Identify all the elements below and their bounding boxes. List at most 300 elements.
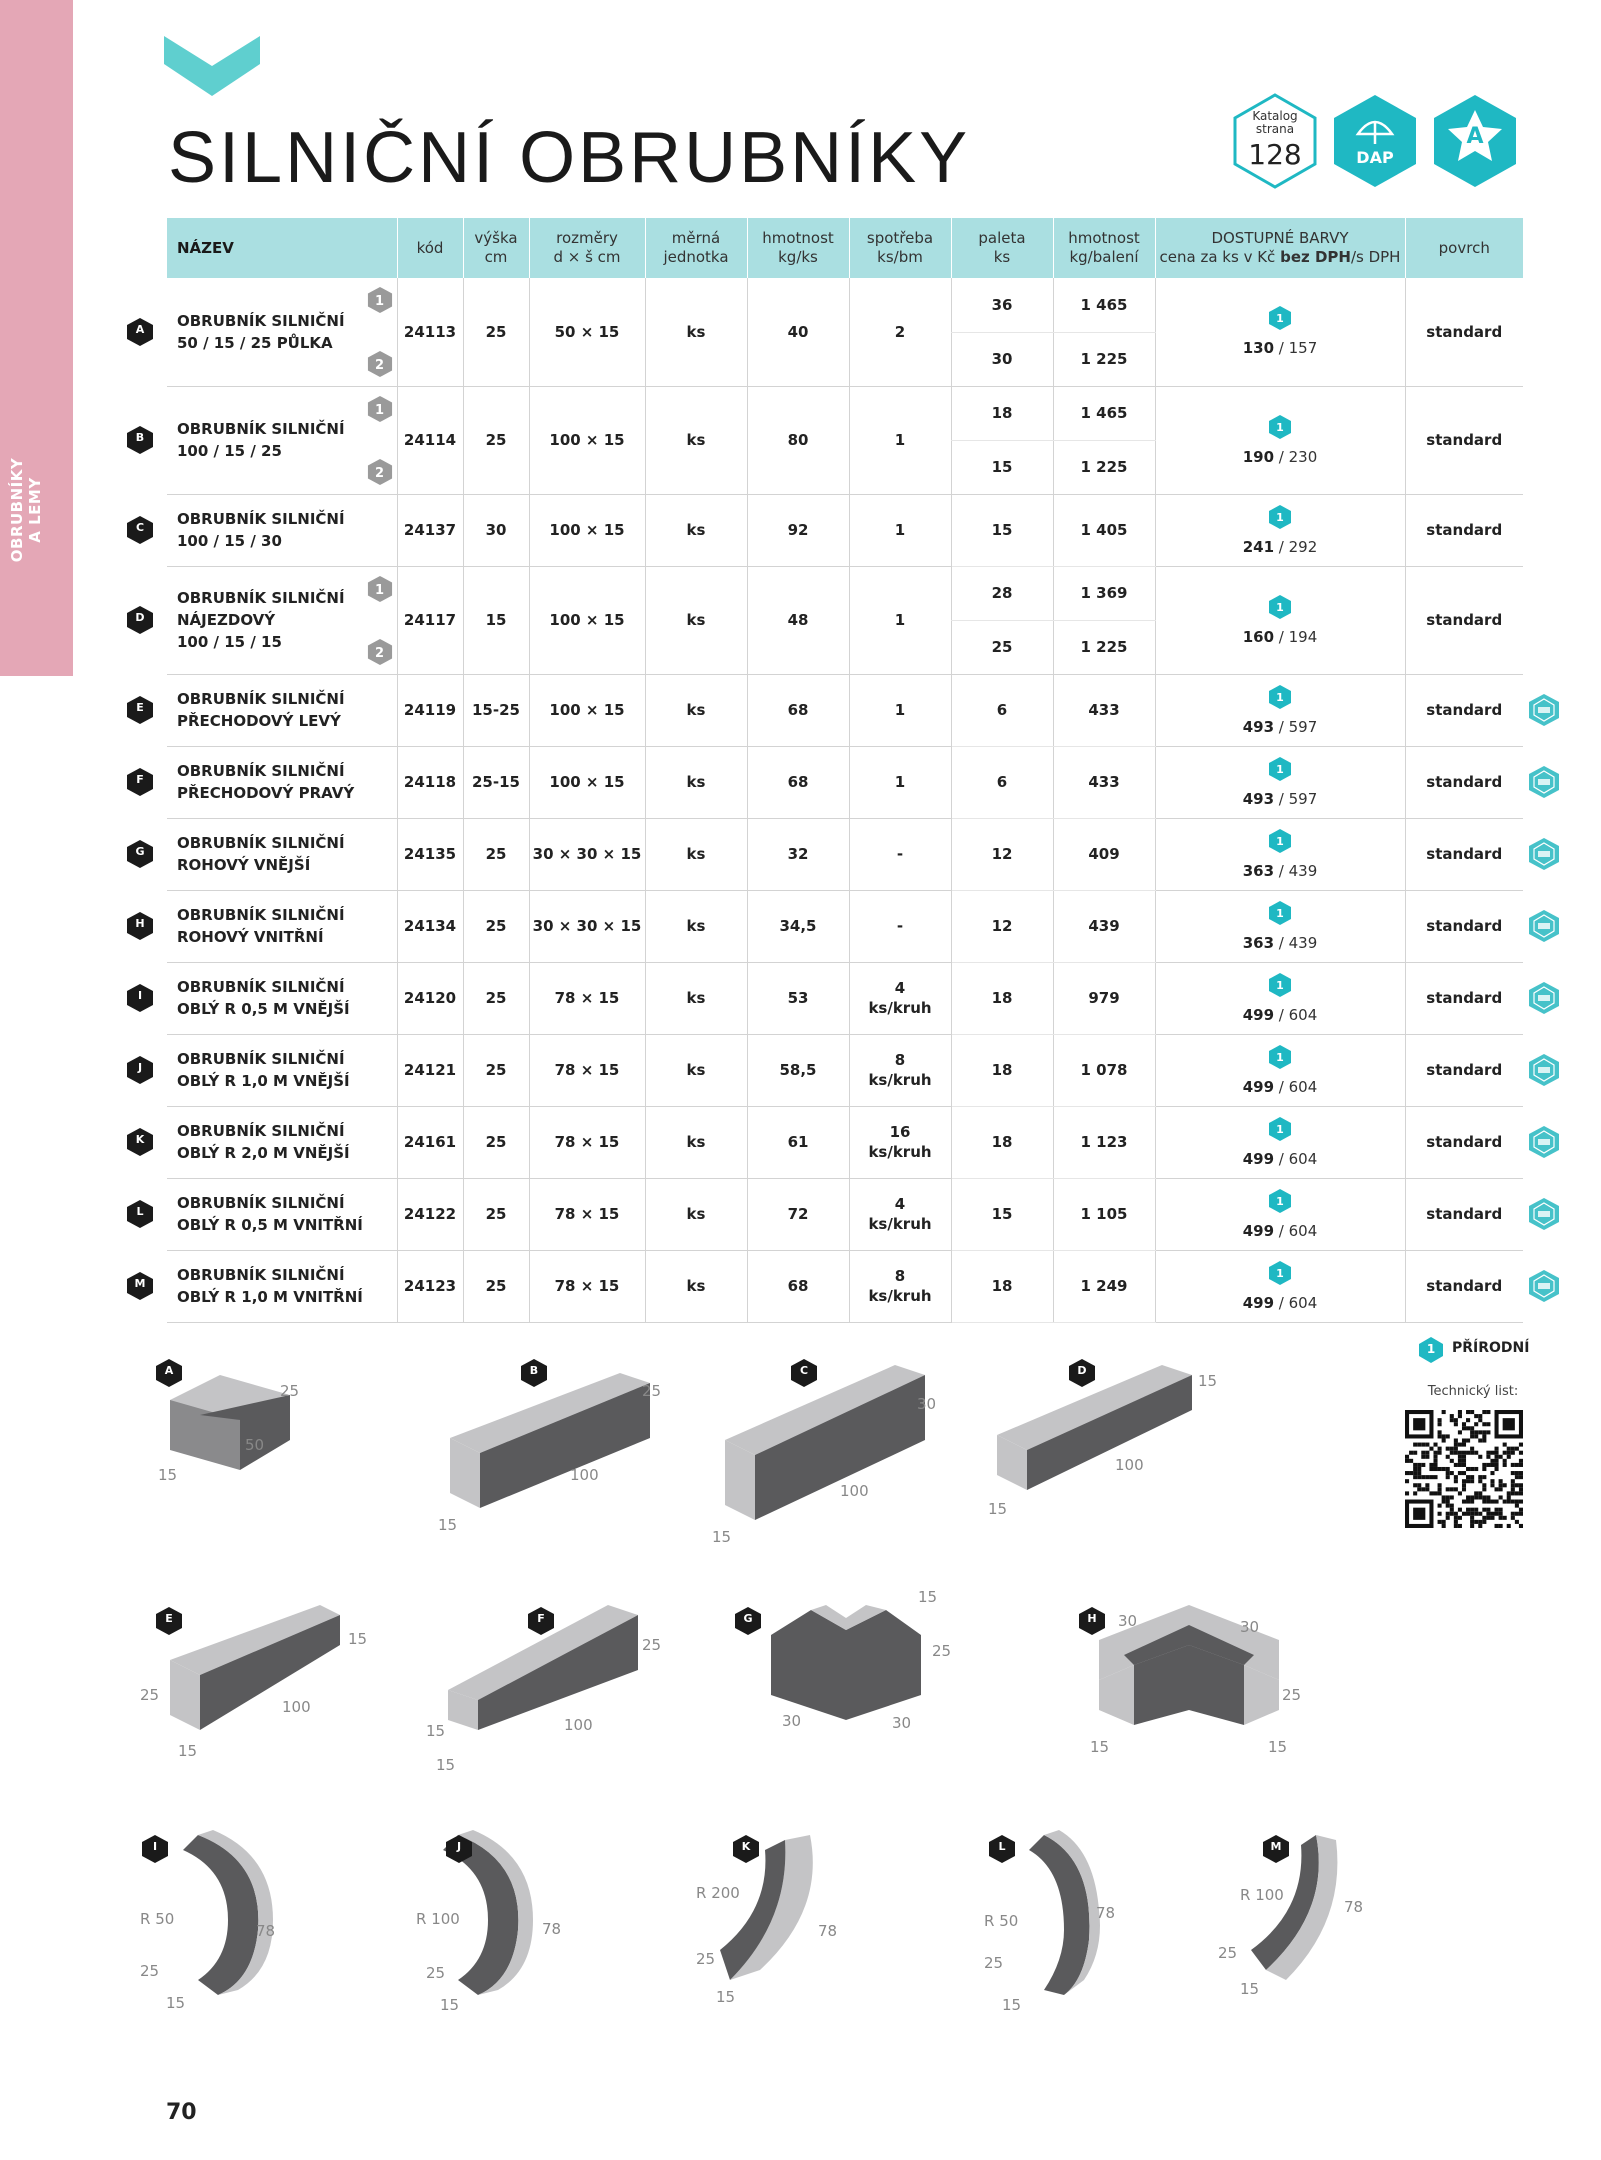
table-row — [167, 278, 1523, 332]
dimension-label: 25 — [140, 1962, 160, 1980]
product-code: 24118 — [397, 746, 463, 818]
dimension-label: 78 — [542, 1920, 562, 1938]
product-dims: 100 × 15 — [529, 494, 645, 566]
product-weight: 40 — [747, 278, 849, 386]
product-unit: ks — [645, 566, 747, 674]
product-name: OBRUBNÍK SILNIČNÍ ROHOVÝ VNĚJŠÍ — [167, 818, 397, 890]
product-unit: ks — [645, 1178, 747, 1250]
product-surface: standard — [1405, 1106, 1523, 1178]
dimension-label: 15 — [158, 1466, 178, 1484]
svg-text:1: 1 — [1276, 978, 1284, 992]
product-surface: standard — [1405, 494, 1523, 566]
image-letter-icon: A — [155, 1358, 183, 1388]
color-1-icon — [1268, 594, 1292, 620]
section-side-label: OBRUBNÍKY A LEMY — [8, 457, 44, 563]
pallet-qty: 18 — [951, 1250, 1053, 1322]
dimension-label: 25 — [1282, 1686, 1302, 1704]
pallet-qty: 15 — [951, 1178, 1053, 1250]
pack-weight: 1 225 — [1053, 620, 1155, 674]
svg-text:1: 1 — [1276, 690, 1284, 704]
table-row — [167, 1034, 1523, 1106]
product-name: OBRUBNÍK SILNIČNÍ OBLÝ R 2,0 M VNĚJŠÍ — [167, 1106, 397, 1178]
pack-weight: 433 — [1053, 746, 1155, 818]
page-title: SILNIČNÍ OBRUBNÍKY — [168, 118, 971, 198]
product-unit: ks — [645, 962, 747, 1034]
header-name: NÁZEV — [167, 218, 397, 278]
product-dims: 78 × 15 — [529, 1178, 645, 1250]
product-surface: standard — [1405, 386, 1523, 494]
dimension-label: 15 — [712, 1528, 732, 1546]
color-1-icon — [1268, 1044, 1292, 1070]
product-name: OBRUBNÍK SILNIČNÍ OBLÝ R 0,5 M VNITŘNÍ — [167, 1178, 397, 1250]
table-header-row — [167, 218, 1523, 278]
dimension-label: 15 — [348, 1630, 368, 1648]
product-unit: ks — [645, 818, 747, 890]
product-height: 25 — [463, 1106, 529, 1178]
dimension-label: 100 — [840, 1482, 869, 1500]
product-height: 25-15 — [463, 746, 529, 818]
product-surface: standard — [1405, 278, 1523, 386]
product-unit: ks — [645, 1034, 747, 1106]
product-code: 24119 — [397, 674, 463, 746]
svg-text:1: 1 — [1276, 420, 1284, 434]
pack-weight: 439 — [1053, 890, 1155, 962]
color-1-icon — [1268, 305, 1292, 331]
image-letter-icon: E — [155, 1606, 183, 1636]
product-weight: 92 — [747, 494, 849, 566]
dimension-label: 100 — [570, 1466, 599, 1484]
dimension-label: 78 — [1344, 1898, 1364, 1916]
product-height: 30 — [463, 494, 529, 566]
pack-weight: 1 369 — [1053, 566, 1155, 620]
product-surface: standard — [1405, 1178, 1523, 1250]
color-1-icon — [1268, 1260, 1292, 1286]
dimension-label: 100 — [1115, 1456, 1144, 1474]
svg-text:1: 1 — [1276, 1050, 1284, 1064]
variant-1-icon: 1 — [367, 575, 393, 603]
product-image-k — [700, 1830, 830, 1990]
color-1-icon — [1268, 756, 1292, 782]
product-unit: ks — [645, 278, 747, 386]
dimension-label: 15 — [440, 1996, 460, 2014]
available-colors — [1155, 818, 1405, 890]
dimension-label: R 50 — [984, 1912, 1019, 1930]
pallet-qty: 6 — [951, 746, 1053, 818]
pallet-qty: 12 — [951, 818, 1053, 890]
product-code: 24135 — [397, 818, 463, 890]
dimension-label: 15 — [988, 1500, 1008, 1518]
chevron-logo-icon — [164, 36, 260, 98]
pallet-qty: 12 — [951, 890, 1053, 962]
row-letter-icon: A — [126, 317, 154, 347]
product-code: 24121 — [397, 1034, 463, 1106]
product-surface: standard — [1405, 1250, 1523, 1322]
pallet-qty: 28 — [951, 566, 1053, 620]
color-1-icon — [1268, 828, 1292, 854]
pack-weight: 1 123 — [1053, 1106, 1155, 1178]
variant-2-icon: 2 — [367, 638, 393, 666]
product-unit: ks — [645, 890, 747, 962]
color-1-icon — [1268, 900, 1292, 926]
product-usage: - — [849, 818, 951, 890]
svg-text:1: 1 — [1276, 906, 1284, 920]
row-letter-icon: C — [126, 515, 154, 545]
certification-seal-icon — [1528, 909, 1560, 943]
image-letter-icon: G — [734, 1606, 762, 1636]
product-weight: 68 — [747, 1250, 849, 1322]
header-colors: DOSTUPNÉ BARVY cena za ks v Kč bez DPH/s DPH — [1155, 218, 1405, 278]
product-weight: 53 — [747, 962, 849, 1034]
product-dims: 78 × 15 — [529, 1250, 645, 1322]
header-weight: hmotnost kg/ks — [747, 218, 849, 278]
price: 499 / 604 — [1242, 1293, 1318, 1312]
dimension-label: 100 — [564, 1716, 593, 1734]
header-surface: povrch — [1405, 218, 1523, 278]
product-weight: 80 — [747, 386, 849, 494]
dimension-label: 15 — [1198, 1372, 1218, 1390]
dimension-label: 100 — [282, 1698, 311, 1716]
product-image-b — [440, 1368, 650, 1508]
product-usage: - — [849, 890, 951, 962]
product-weight: 68 — [747, 674, 849, 746]
available-colors — [1155, 746, 1405, 818]
product-height: 25 — [463, 1178, 529, 1250]
table-row — [167, 386, 1523, 440]
row-letter-icon: E — [126, 695, 154, 725]
available-colors — [1155, 494, 1405, 566]
color-1-icon — [1268, 414, 1292, 440]
variant-1-icon: 1 — [367, 286, 393, 314]
available-colors — [1155, 890, 1405, 962]
table-row — [167, 890, 1523, 962]
available-colors — [1155, 674, 1405, 746]
catalog-page-badge: Katalog strana 128 — [1230, 92, 1320, 190]
header-unit: měrná jednotka — [645, 218, 747, 278]
pallet-qty: 18 — [951, 1106, 1053, 1178]
image-letter-icon: H — [1078, 1606, 1106, 1636]
pallet-qty: 36 — [951, 278, 1053, 332]
product-code: 24117 — [397, 566, 463, 674]
tech-sheet-label: Technický list: — [1427, 1384, 1519, 1399]
product-height: 25 — [463, 818, 529, 890]
product-surface: standard — [1405, 962, 1523, 1034]
product-image-e — [160, 1600, 340, 1730]
product-usage: 4 ks/kruh — [849, 962, 951, 1034]
table-row — [167, 674, 1523, 746]
product-dims: 100 × 15 — [529, 566, 645, 674]
variant-1-icon: 1 — [367, 395, 393, 423]
svg-text:1: 1 — [1276, 1194, 1284, 1208]
product-dims: 78 × 15 — [529, 1034, 645, 1106]
available-colors — [1155, 566, 1405, 674]
row-letter-icon: M — [126, 1271, 154, 1301]
product-usage: 1 — [849, 674, 951, 746]
legend-label: PŘÍRODNÍ — [1452, 1340, 1530, 1356]
pack-weight: 979 — [1053, 962, 1155, 1034]
product-weight: 61 — [747, 1106, 849, 1178]
certification-seal-icon — [1528, 981, 1560, 1015]
product-dims: 50 × 15 — [529, 278, 645, 386]
certification-seal-icon — [1528, 1125, 1560, 1159]
product-dims: 100 × 15 — [529, 386, 645, 494]
price: 499 / 604 — [1242, 1149, 1318, 1168]
product-dims: 100 × 15 — [529, 674, 645, 746]
dimension-label: 15 — [1268, 1738, 1288, 1756]
dimension-label: 15 — [426, 1722, 446, 1740]
price: 160 / 194 — [1242, 627, 1318, 646]
product-usage: 1 — [849, 494, 951, 566]
svg-text:1: 1 — [1276, 600, 1284, 614]
dimension-label: 30 — [782, 1712, 802, 1730]
pack-weight: 433 — [1053, 674, 1155, 746]
dimension-label: 25 — [932, 1642, 952, 1660]
product-code: 24134 — [397, 890, 463, 962]
pack-weight: 1 465 — [1053, 386, 1155, 440]
product-weight: 48 — [747, 566, 849, 674]
certification-seal-icon — [1528, 765, 1560, 799]
pallet-qty: 25 — [951, 620, 1053, 674]
row-letter-icon: D — [126, 605, 154, 635]
product-height: 15 — [463, 566, 529, 674]
dimension-label: 25 — [642, 1636, 662, 1654]
row-letter-icon: I — [126, 983, 154, 1013]
table-row — [167, 1178, 1523, 1250]
available-colors — [1155, 1250, 1405, 1322]
variant-2-icon: 2 — [367, 458, 393, 486]
product-image-l — [1004, 1830, 1104, 2000]
product-usage: 8 ks/kruh — [849, 1034, 951, 1106]
table-row — [167, 1250, 1523, 1322]
image-letter-icon: C — [790, 1358, 818, 1388]
price: 363 / 439 — [1242, 933, 1318, 952]
product-dims: 30 × 30 × 15 — [529, 890, 645, 962]
image-letter-icon: L — [988, 1834, 1016, 1864]
pack-weight: 1 249 — [1053, 1250, 1155, 1322]
dimension-label: 15 — [716, 1988, 736, 2006]
price: 130 / 157 — [1242, 339, 1318, 358]
product-surface: standard — [1405, 566, 1523, 674]
product-usage: 1 — [849, 566, 951, 674]
dimension-label: 25 — [1218, 1944, 1238, 1962]
product-code: 24161 — [397, 1106, 463, 1178]
header-pack-weight: hmotnost kg/balení — [1053, 218, 1155, 278]
product-unit: ks — [645, 674, 747, 746]
product-name: OBRUBNÍK SILNIČNÍ ROHOVÝ VNITŘNÍ — [167, 890, 397, 962]
product-height: 25 — [463, 1034, 529, 1106]
svg-text:1: 1 — [1276, 1266, 1284, 1280]
dimension-label: 15 — [178, 1742, 198, 1760]
product-usage: 2 — [849, 278, 951, 386]
product-unit: ks — [645, 1106, 747, 1178]
price: 190 / 230 — [1242, 447, 1318, 466]
available-colors — [1155, 1106, 1405, 1178]
pallet-qty: 15 — [951, 494, 1053, 566]
dimension-label: 30 — [892, 1714, 912, 1732]
table-row — [167, 962, 1523, 1034]
price: 241 / 292 — [1242, 537, 1318, 556]
product-code: 24114 — [397, 386, 463, 494]
product-image-i — [168, 1830, 278, 2000]
product-height: 25 — [463, 386, 529, 494]
dimension-label: 78 — [818, 1922, 838, 1940]
dimension-label: 15 — [436, 1756, 456, 1774]
product-height: 25 — [463, 1250, 529, 1322]
product-weight: 72 — [747, 1178, 849, 1250]
product-image-c — [715, 1360, 925, 1520]
dimension-label: 25 — [642, 1382, 662, 1400]
table-row — [167, 818, 1523, 890]
product-height: 25 — [463, 278, 529, 386]
product-surface: standard — [1405, 890, 1523, 962]
product-code: 24122 — [397, 1178, 463, 1250]
product-usage: 1 — [849, 746, 951, 818]
product-name: OBRUBNÍK SILNIČNÍ PŘECHODOVÝ LEVÝ — [167, 674, 397, 746]
color-1-icon — [1268, 684, 1292, 710]
dimension-label: 25 — [140, 1686, 160, 1704]
product-name: OBRUBNÍK SILNIČNÍ 100 / 15 / 30 — [167, 494, 397, 566]
price: 499 / 604 — [1242, 1005, 1318, 1024]
pallet-qty: 18 — [951, 386, 1053, 440]
product-code: 24137 — [397, 494, 463, 566]
available-colors — [1155, 386, 1405, 494]
color-1-icon — [1268, 972, 1292, 998]
price: 499 / 604 — [1242, 1221, 1318, 1240]
row-letter-icon: K — [126, 1127, 154, 1157]
certification-seal-icon — [1528, 1269, 1560, 1303]
product-usage: 8 ks/kruh — [849, 1250, 951, 1322]
product-name: OBRUBNÍK SILNIČNÍ PŘECHODOVÝ PRAVÝ — [167, 746, 397, 818]
row-letter-icon: G — [126, 839, 154, 869]
product-code: 24113 — [397, 278, 463, 386]
header-pallet: paleta ks — [951, 218, 1053, 278]
pack-weight: 1 078 — [1053, 1034, 1155, 1106]
product-name: OBRUBNÍK SILNIČNÍ OBLÝ R 1,0 M VNITŘNÍ — [167, 1250, 397, 1322]
pallet-qty: 30 — [951, 332, 1053, 386]
product-image-g — [766, 1600, 926, 1720]
product-surface: standard — [1405, 746, 1523, 818]
dimension-label: 78 — [1096, 1904, 1116, 1922]
product-name: OBRUBNÍK SILNIČNÍ NÁJEZDOVÝ 100 / 15 / 15 1 2 — [167, 566, 397, 674]
color-legend: 1 PŘÍRODNÍ — [1418, 1336, 1444, 1368]
header-height: výška cm — [463, 218, 529, 278]
dimension-label: 15 — [438, 1516, 458, 1534]
product-usage: 1 — [849, 386, 951, 494]
table-row — [167, 1106, 1523, 1178]
dimension-label: 15 — [1002, 1996, 1022, 2014]
pack-weight: 409 — [1053, 818, 1155, 890]
product-weight: 58,5 — [747, 1034, 849, 1106]
svg-text:1: 1 — [1276, 834, 1284, 848]
pallet-qty: 15 — [951, 440, 1053, 494]
product-dims: 78 × 15 — [529, 1106, 645, 1178]
row-letter-icon: B — [126, 425, 154, 455]
product-height: 25 — [463, 962, 529, 1034]
dimension-label: 78 — [256, 1922, 276, 1940]
table-row — [167, 746, 1523, 818]
dimension-label: R 50 — [140, 1910, 175, 1928]
product-code: 24123 — [397, 1250, 463, 1322]
product-unit: ks — [645, 494, 747, 566]
image-letter-icon: D — [1068, 1358, 1096, 1388]
table-row — [167, 494, 1523, 566]
variant-2-icon: 2 — [367, 350, 393, 378]
color-1-icon — [1268, 1116, 1292, 1142]
product-unit: ks — [645, 746, 747, 818]
color-1-icon — [1268, 1188, 1292, 1214]
product-unit: ks — [645, 386, 747, 494]
certification-seal-icon — [1528, 837, 1560, 871]
product-surface: standard — [1405, 674, 1523, 746]
pack-weight: 1 225 — [1053, 440, 1155, 494]
product-surface: standard — [1405, 1034, 1523, 1106]
product-dims: 30 × 30 × 15 — [529, 818, 645, 890]
product-usage: 16 ks/kruh — [849, 1106, 951, 1178]
image-letter-icon: B — [520, 1358, 548, 1388]
product-surface: standard — [1405, 818, 1523, 890]
qr-code-icon[interactable] — [1405, 1410, 1523, 1528]
svg-text:1: 1 — [1276, 762, 1284, 776]
product-unit: ks — [645, 1250, 747, 1322]
svg-text:1: 1 — [1276, 510, 1284, 524]
dimension-label: 15 — [1240, 1980, 1260, 1998]
price: 363 / 439 — [1242, 861, 1318, 880]
dimension-label: 15 — [918, 1588, 938, 1606]
color-1-icon — [1268, 504, 1292, 530]
product-name: OBRUBNÍK SILNIČNÍ 100 / 15 / 25 1 2 — [167, 386, 397, 494]
product-code: 24120 — [397, 962, 463, 1034]
dimension-label: 30 — [917, 1395, 937, 1413]
product-weight: 68 — [747, 746, 849, 818]
product-name: OBRUBNÍK SILNIČNÍ OBLÝ R 0,5 M VNĚJŠÍ — [167, 962, 397, 1034]
product-dims: 100 × 15 — [529, 746, 645, 818]
pallet-qty: 18 — [951, 1034, 1053, 1106]
product-weight: 32 — [747, 818, 849, 890]
pallet-qty: 18 — [951, 962, 1053, 1034]
certification-seal-icon — [1528, 1053, 1560, 1087]
available-colors — [1155, 278, 1405, 386]
available-colors — [1155, 962, 1405, 1034]
product-name: OBRUBNÍK SILNIČNÍ OBLÝ R 1,0 M VNĚJŠÍ — [167, 1034, 397, 1106]
dimension-label: 25 — [426, 1964, 446, 1982]
pallet-qty: 6 — [951, 674, 1053, 746]
pack-weight: 1 225 — [1053, 332, 1155, 386]
image-letter-icon: M — [1262, 1834, 1290, 1864]
row-letter-icon: J — [126, 1055, 154, 1085]
product-usage: 4 ks/kruh — [849, 1178, 951, 1250]
dimension-label: 30 — [1240, 1618, 1260, 1636]
svg-text:1: 1 — [1276, 312, 1284, 326]
row-letter-icon: L — [126, 1199, 154, 1229]
available-colors — [1155, 1034, 1405, 1106]
table-row — [167, 566, 1523, 620]
dimension-label: 30 — [1118, 1612, 1138, 1630]
available-colors — [1155, 1178, 1405, 1250]
image-letter-icon: K — [732, 1834, 760, 1864]
certification-seal-icon — [1528, 693, 1560, 727]
certification-seal-icon — [1528, 1197, 1560, 1231]
pack-weight: 1 105 — [1053, 1178, 1155, 1250]
page-number: 70 — [166, 2100, 197, 2125]
dimension-label: R 200 — [696, 1884, 740, 1902]
price: 493 / 597 — [1242, 789, 1318, 808]
price: 493 / 597 — [1242, 717, 1318, 736]
price: 499 / 604 — [1242, 1077, 1318, 1096]
product-dims: 78 × 15 — [529, 962, 645, 1034]
product-weight: 34,5 — [747, 890, 849, 962]
a-quality-badge: A — [1430, 92, 1520, 190]
product-height: 15-25 — [463, 674, 529, 746]
pack-weight: 1 465 — [1053, 278, 1155, 332]
